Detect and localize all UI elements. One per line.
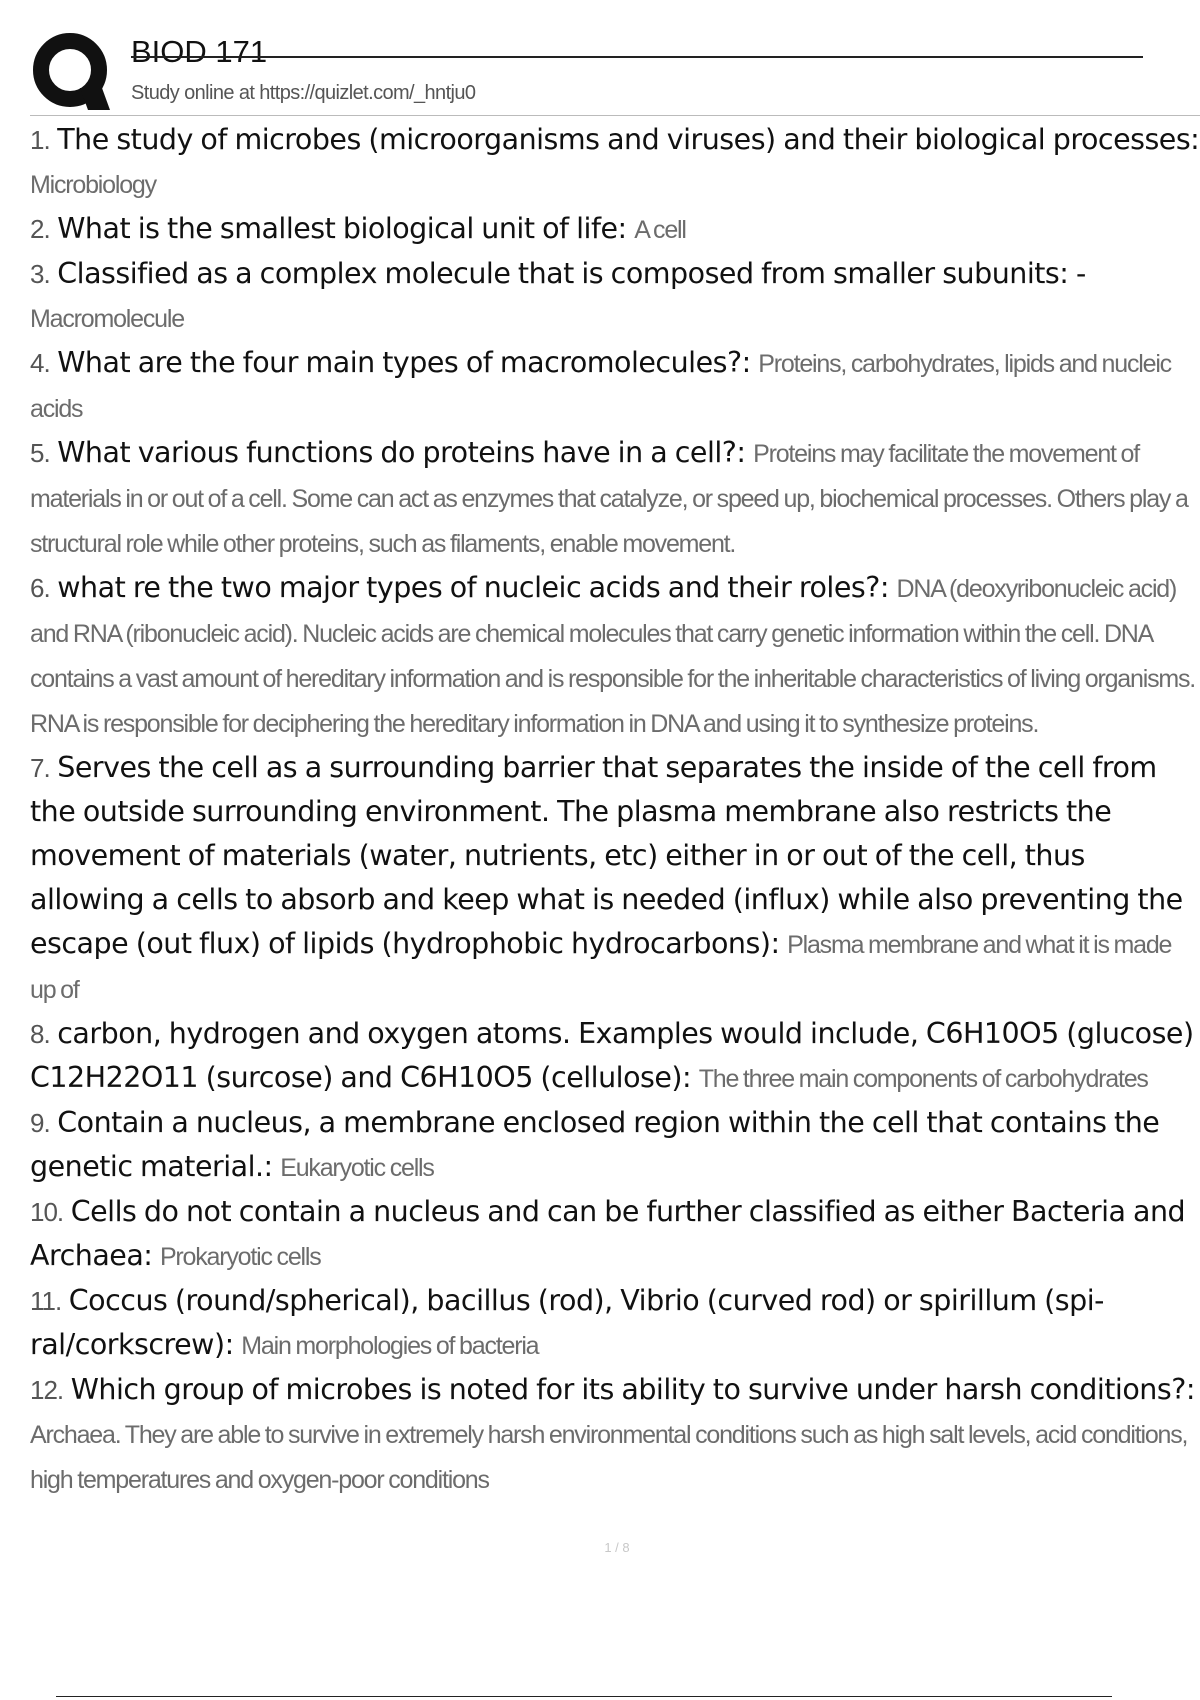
card-definition: Proteins may facilitate the movement of materials in or out of a cell. Some can act as enzymes that catalyze, or speed up, biochemical processes. Others play a structural role while other proteins, such as filaments, enable movement. (30, 440, 1188, 558)
card-definition: DNA (deoxyribonucleic acid) and RNA (ribonucleic acid). Nucleic acids are chemical molecules that carry genetic information within the cell. DNA contains a vast amount of hereditary information and is responsible for the inheritable characteristics of living organisms. RNA is responsible for deciphering the hereditary information in DNA and using it to synthesize proteins. (30, 575, 1196, 738)
card-definition: Proteins, carbohydrates, lipids and nucleic acids (30, 350, 1171, 423)
card-term: Classified as a complex molecule that is composed from smaller subunits: - (57, 257, 1086, 290)
card-definition: Plasma membrane and what it is made up of (30, 931, 1172, 1004)
card-definition: A cell (634, 216, 686, 244)
footer-rule (56, 1696, 1112, 1697)
card-definition: The three main components of carbohydrates (698, 1065, 1148, 1093)
flashcard (30, 431, 1200, 566)
card-definition: Prokaryotic cells (159, 1243, 321, 1271)
quizlet-logo-icon (32, 32, 112, 112)
card-term: carbon, hydrogen and oxygen atoms. Examples would include, C6H10O5 (glucose) C12H22O11 (surcose) and C6H10O5 (cellulose): (30, 1017, 1194, 1094)
card-number: 2. (30, 214, 50, 244)
flashcard (30, 252, 1200, 341)
card-number: 9. (30, 1108, 50, 1138)
card-number: 5. (30, 438, 50, 468)
card-number: 4. (30, 348, 50, 378)
card-number: 6. (30, 573, 50, 603)
card-definition: Archaea. They are able to survive in extremely harsh environmental conditions such as high salt levels, acid conditions, high temperatures and oxygen-poor conditions (30, 1421, 1188, 1494)
flashcard (30, 1368, 1200, 1502)
card-term: What are the four main types of macromolecules?: (57, 346, 751, 379)
card-number: 1. (30, 125, 50, 155)
card-term: What is the smallest biological unit of life: (57, 212, 627, 245)
document-title: BIOD 171 (131, 34, 268, 69)
flashcard (30, 1012, 1200, 1101)
header-divider (30, 115, 1200, 116)
flashcard (30, 566, 1200, 746)
card-number: 3. (30, 259, 50, 289)
card-term: Contain a nucleus, a membrane enclosed region within the cell that contains the genetic material.: (30, 1106, 1160, 1183)
card-term: The study of microbes (microorganisms and viruses) and their biological processes: (57, 123, 1200, 156)
card-number: 10. (30, 1197, 64, 1227)
flashcard (30, 118, 1200, 207)
card-term: Which group of microbes is noted for its ability to survive under harsh conditions?: (70, 1373, 1195, 1406)
card-term: Coccus (round/spherical), bacillus (rod), Vibrio (curved rod) or spirillum (spi-ral/corkscrew): (30, 1284, 1104, 1361)
card-term: What various functions do proteins have in a cell?: (57, 436, 746, 469)
flashcard (30, 1279, 1200, 1368)
card-definition: Microbiology (30, 171, 156, 199)
card-definition: Macromolecule (30, 305, 184, 333)
study-link[interactable]: Study online at https://quizlet.com/_hntju0 (131, 82, 476, 104)
flashcard (30, 341, 1200, 431)
flashcard-list (30, 118, 1200, 1502)
card-number: 7. (30, 753, 50, 783)
card-term: Cells do not contain a nucleus and can be further classified as either Bacteria and Archaea: (30, 1195, 1186, 1272)
flashcard (30, 1101, 1200, 1190)
page-number: 1 / 8 (604, 1540, 630, 1555)
card-term: what re the two major types of nucleic acids and their roles?: (57, 571, 889, 604)
card-term: Serves the cell as a surrounding barrier that separates the inside of the cell from the outside surrounding environment. The plasma membrane also restricts the movement of materials (water, nutrients, etc) either in or out of the cell, thus allowing a cells to absorb and keep what is needed (influx) while also preventing the escape (out flux) of lipids (hydrophobic hydrocarbons): (30, 751, 1183, 960)
card-number: 12. (30, 1375, 64, 1405)
flashcard (30, 1190, 1200, 1279)
card-definition: Main morphologies of bacteria (241, 1332, 539, 1360)
flashcard (30, 746, 1200, 1012)
flashcard (30, 207, 1200, 252)
card-number: 11. (30, 1286, 62, 1316)
title-rule (131, 56, 1143, 58)
card-definition: Eukaryotic cells (280, 1154, 434, 1182)
card-number: 8. (30, 1019, 50, 1049)
